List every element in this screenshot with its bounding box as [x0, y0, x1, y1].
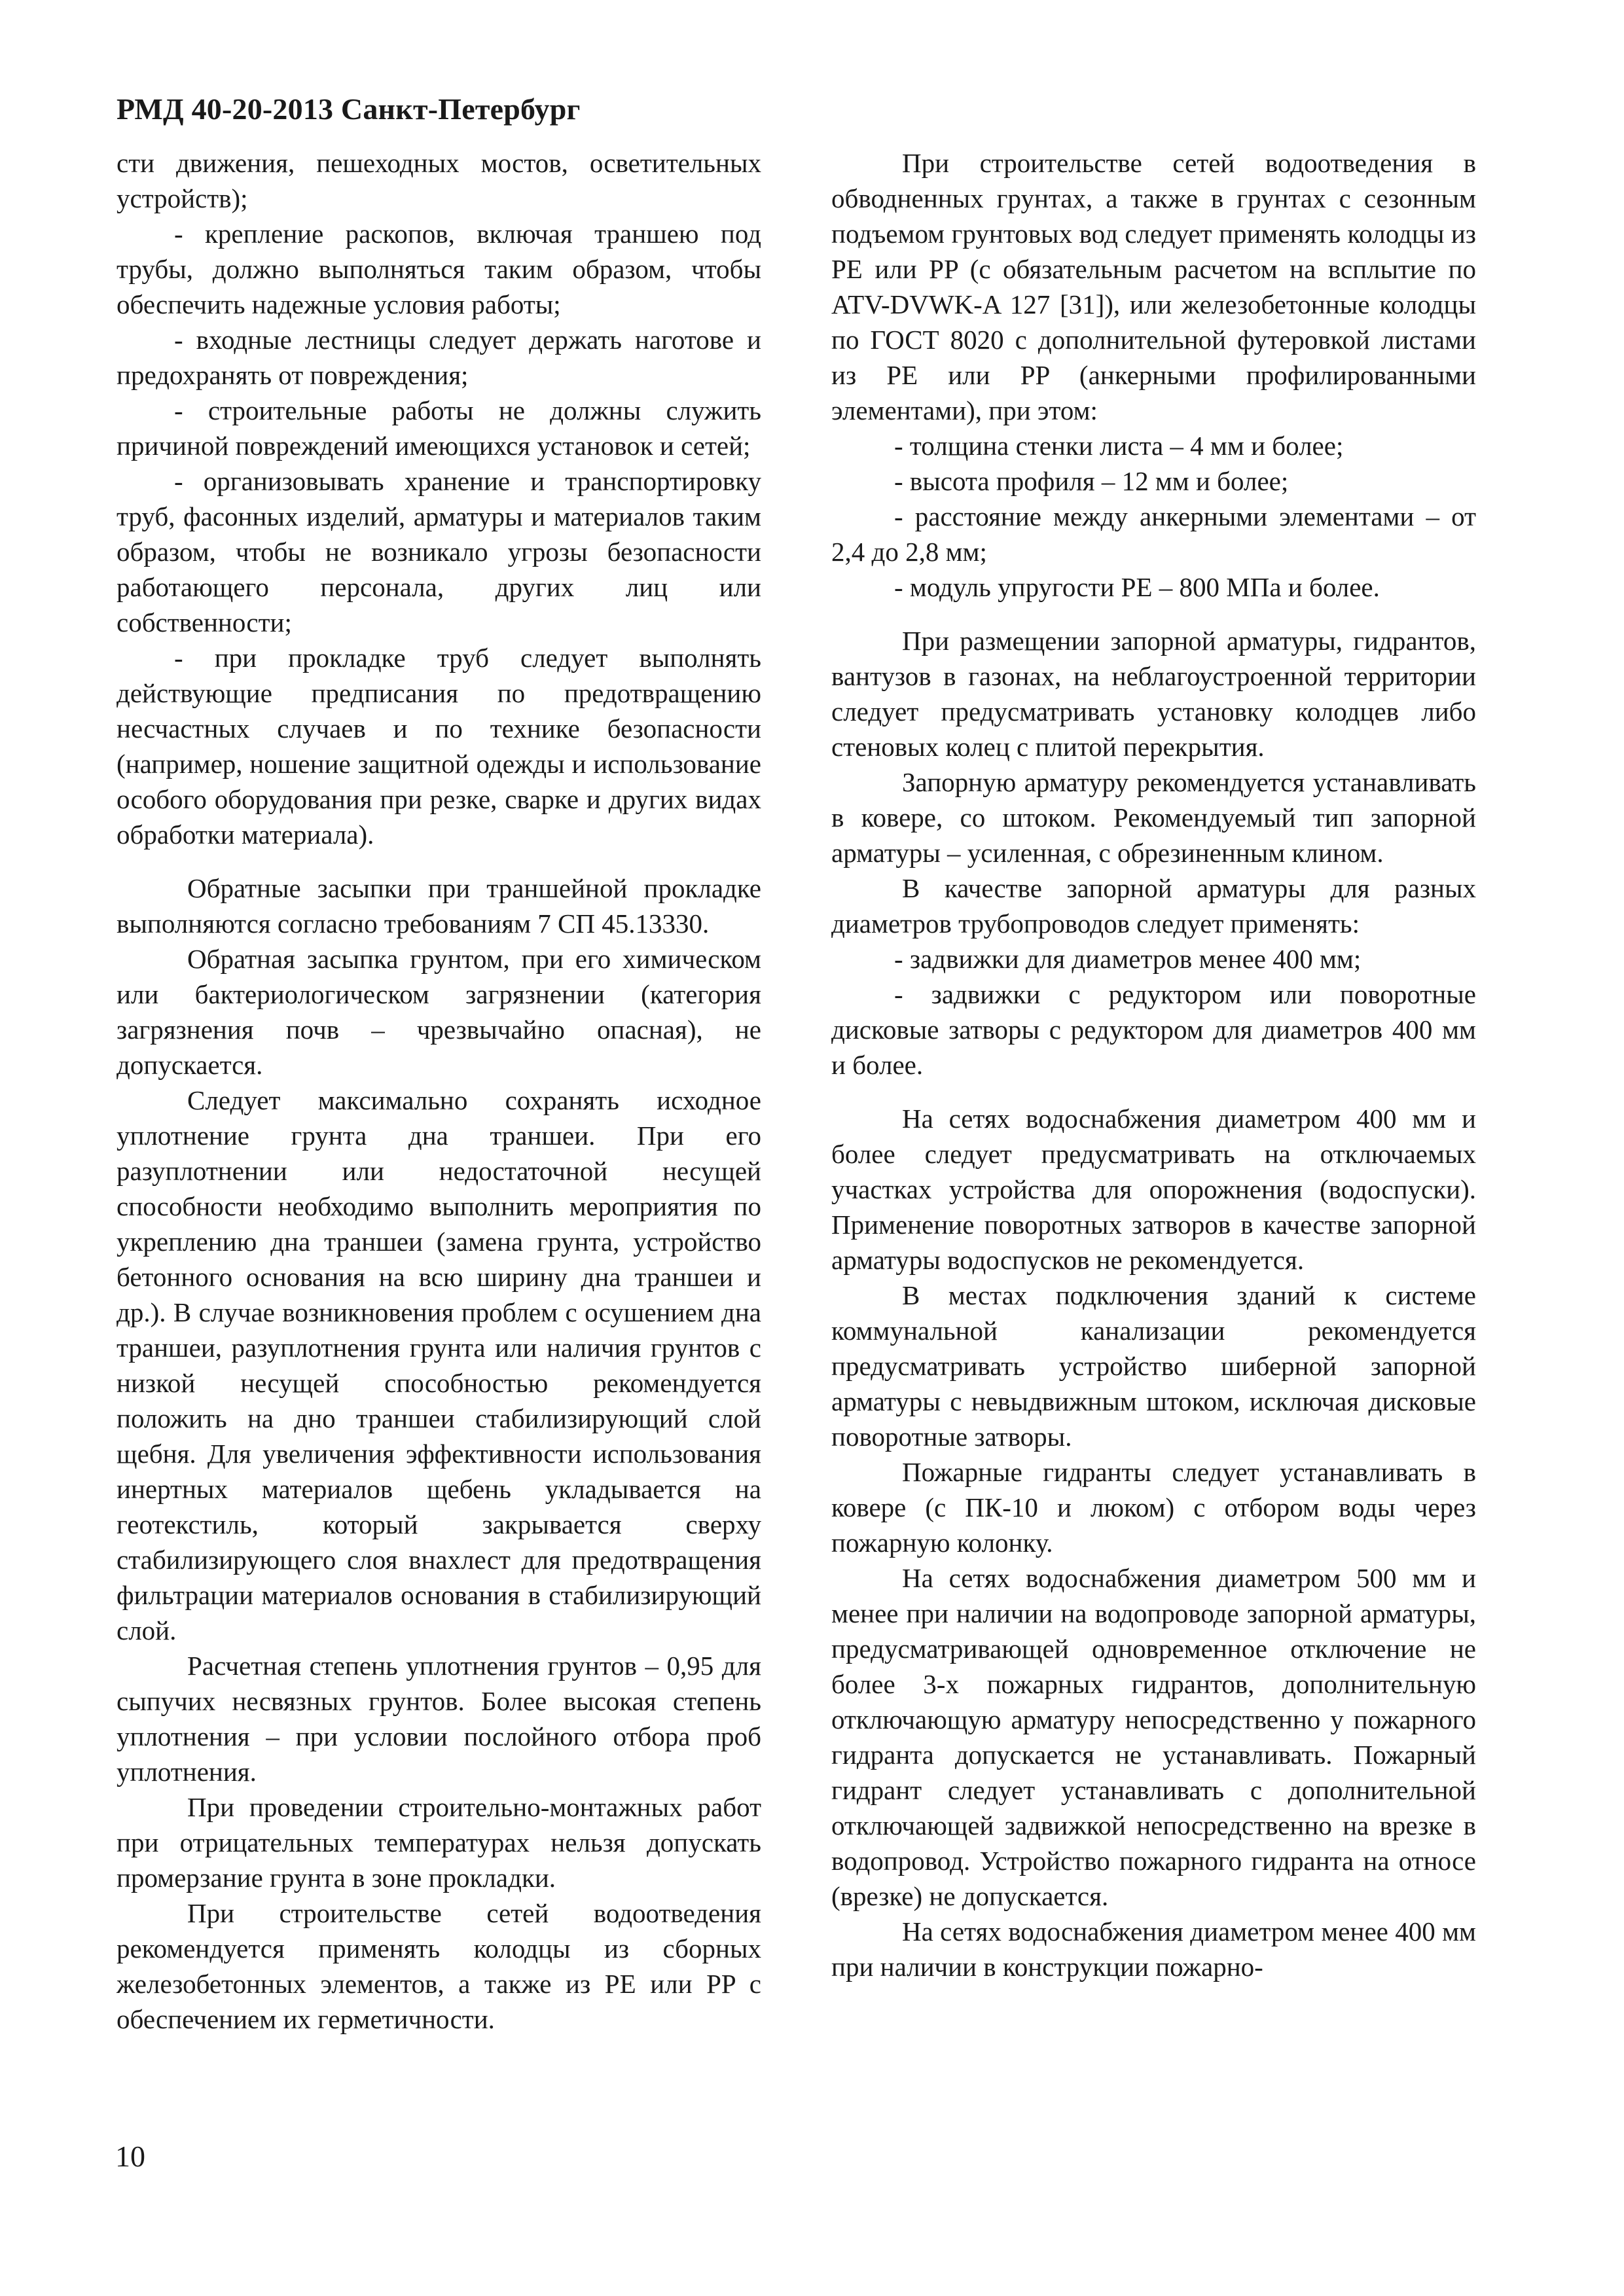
page-number: 10 [115, 2140, 145, 2173]
paragraph: - расстояние между анкерными элементами – от 2,4 до 2,8 мм; [831, 501, 1476, 567]
right-column [831, 145, 1476, 1984]
paragraph: Расчетная степень уплотнения грунтов – 0,95 для сыпучих несвязных грунтов. Более высокая степень уплотнения – при условии послойного отбора проб уплотнения. [117, 1651, 761, 1787]
paragraph: - входные лестницы следует держать наготове и предохранять от повреждения; [117, 325, 761, 390]
paragraph: - задвижки для диаметров менее 400 мм; [894, 944, 1362, 974]
paragraph: На сетях водоснабжения диаметром 400 мм и более следует предусматривать на отключаемых участках устройства для опорожнения (водоспуски). Применение поворотных затворов в качестве запорной арматуры водоспусков не рекомендуется. [831, 1103, 1476, 1275]
paragraph: Запорную арматуру рекомендуется устанавливать в ковере, со штоком. Рекомендуемый тип запорной арматуры – усиленная, с обрезиненным клином. [831, 767, 1476, 868]
paragraph: При строительстве сетей водоотведения в обводненных грунтах, а также в грунтах с сезонным подъемом грунтовых вод следует применять колодцы из PE или PP (с обязательным расчетом на всплытие по ATV-DVWK-A 127 [31]), или железобетонные колодцы по ГОСТ 8020 с дополнительной футеровкой листами из PE или PP (анкерными профилированными элементами), при этом: [831, 148, 1476, 425]
paragraph: При размещении запорной арматуры, гидрантов, вантузов в газонах, на неблагоустроенной территории следует предусматривать установку колодцев либо стеновых колец с плитой перекрытия. [831, 626, 1476, 762]
paragraph: - при прокладке труб следует выполнять действующие предписания по предотвращению несчастных случаев и по технике безопасности (например, ношение защитной одежды и использование особого оборудования при резке, сварке и других видах обработки материала). [117, 643, 761, 850]
paragraph: - толщина стенки листа – 4 мм и более; [894, 431, 1344, 461]
paragraph: - организовывать хранение и транспортировку труб, фасонных изделий, арматуры и материалов таким образом, чтобы не возникало угрозы безопасности работающего персонала, других лиц или собственности; [117, 466, 761, 637]
paragraph: Обратная засыпка грунтом, при его химическом или бактериологическом загрязнении (категория загрязнения почв – чрезвычайно опасная), не допускается. [117, 944, 761, 1080]
paragraph: - задвижки с редуктором или поворотные дисковые затворы с редуктором для диаметров 400 мм и более. [831, 979, 1476, 1080]
paragraph: В качестве запорной арматуры для разных диаметров трубопроводов следует применять: [831, 873, 1476, 939]
paragraph: В местах подключения зданий к системе коммунальной канализации рекомендуется предусматривать устройство шиберной запорной арматуры с невыдвижным штоком, исключая дисковые поворотные затворы. [831, 1280, 1476, 1452]
paragraph: На сетях водоснабжения диаметром менее 400 мм при наличии в конструкции пожарно- [831, 1916, 1476, 1982]
paragraph: - высота профиля – 12 мм и более; [894, 466, 1289, 496]
left-column [117, 145, 761, 2037]
paragraph: сти движения, пешеходных мостов, осветительных устройств); [117, 148, 761, 213]
page-header: РМД 40-20-2013 Санкт-Петербург [117, 92, 581, 126]
paragraph: Обратные засыпки при траншейной прокладке выполняются согласно требованиям 7 СП 45.13330. [117, 873, 761, 939]
paragraph: На сетях водоснабжения диаметром 500 мм и менее при наличии на водопроводе запорной арматуры, предусматривающей одновременное отключение не более 3-х пожарных гидрантов, дополнительную отключающую арматуру непосредственно у пожарного гидранта допускается не устанавливать. Пожарный гидрант следует устанавливать с дополнительной отключающей задвижкой непосредственно на врезке в водопровод. Устройство пожарного гидранта на относе (врезке) не допускается. [831, 1563, 1476, 1911]
paragraph: Пожарные гидранты следует устанавливать в ковере (с ПК-10 и люком) с отбором воды через пожарную колонку. [831, 1457, 1476, 1558]
paragraph: При строительстве сетей водоотведения рекомендуется применять колодцы из сборных железобетонных элементов, а также из PE или PP с обеспечением их герметичности. [117, 1898, 761, 2034]
paragraph: Следует максимально сохранять исходное уплотнение грунта дна траншеи. При его разуплотнении или недостаточной несущей способности необходимо выполнить мероприятия по укреплению дна траншеи (замена грунта, устройство бетонного основания на всю ширину дна траншеи и др.). В случае возникновения проблем с осушением дна траншеи, разуплотнения грунта или наличия грунтов с низкой несущей способностью рекомендуется положить на дно траншеи стабилизирующий слой щебня. Для увеличения эффективности использования инертных материалов щебень укладывается на геотекстиль, который закрывается сверху стабилизирующего слоя внахлест для предотвращения фильтрации материалов основания в стабилизирующий слой. [117, 1085, 761, 1645]
paragraph: При проведении строительно-монтажных работ при отрицательных температурах нельзя допускать промерзание грунта в зоне прокладки. [117, 1792, 761, 1893]
paragraph: - строительные работы не должны служить причиной повреждений имеющихся установок и сетей; [117, 395, 761, 461]
paragraph: - крепление раскопов, включая траншею под трубы, должно выполняться таким образом, чтобы обеспечить надежные условия работы; [117, 219, 761, 319]
paragraph: - модуль упругости PE – 800 МПа и более. [894, 572, 1380, 602]
